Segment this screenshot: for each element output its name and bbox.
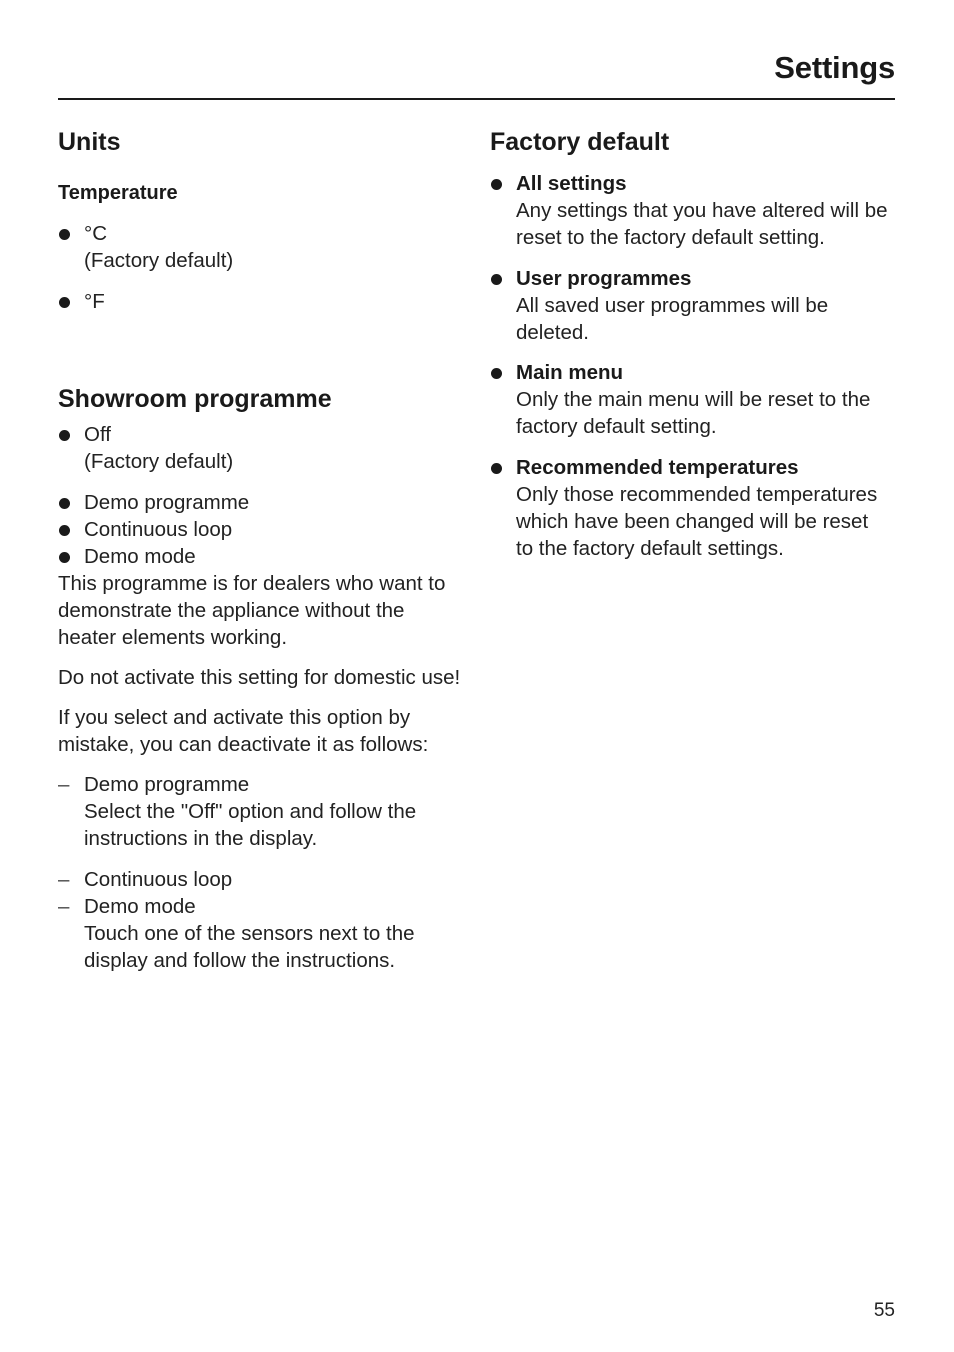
- list-item: [490, 454, 890, 562]
- showroom-description: This programme is for dealers who want to demonstrate the appliance without the heater elements working.: [58, 572, 446, 649]
- list-item: [490, 170, 890, 251]
- list-item: [58, 421, 468, 475]
- option-note: (Factory default): [84, 249, 234, 272]
- showroom-warning: Do not activate this setting for domestic use!: [58, 666, 461, 689]
- list-item: [58, 543, 468, 570]
- units-section: [58, 124, 468, 315]
- page-number: 55: [873, 1300, 895, 1321]
- factory-default-items: [490, 170, 890, 562]
- list-item: [58, 220, 468, 274]
- page-title: Settings: [774, 50, 895, 85]
- option-label: Continuous loop: [84, 518, 233, 541]
- item-description: Only those recommended temperatures which have been changed will be reset to the factory default settings.: [516, 483, 878, 560]
- right-column: [490, 124, 890, 562]
- factory-default-heading: Factory default: [490, 128, 670, 156]
- deactivation-steps: [58, 771, 468, 974]
- item-label: Main menu: [516, 361, 624, 384]
- step-description: Touch one of the sensors next to the display and follow the instructions.: [84, 922, 415, 972]
- factory-default-section: [490, 124, 890, 562]
- option-label: Demo mode: [84, 545, 196, 568]
- list-item: [58, 288, 468, 315]
- step-label: – Continuous loop: [84, 868, 233, 891]
- list-item: [58, 489, 468, 516]
- showroom-heading: Showroom programme: [58, 385, 332, 413]
- list-item: [58, 516, 468, 543]
- step-description: Select the "Off" option and follow the instructions in the display.: [84, 800, 417, 850]
- option-label: °F: [84, 290, 105, 313]
- item-description: Only the main menu will be reset to the factory default setting.: [516, 388, 871, 438]
- option-label: Off: [84, 423, 111, 446]
- list-item: [58, 771, 468, 852]
- list-item: [490, 359, 890, 440]
- list-item: [58, 893, 468, 974]
- item-description: All saved user programmes will be deleted.: [516, 294, 829, 344]
- temperature-options: [58, 220, 468, 315]
- showroom-section: [58, 381, 468, 974]
- option-note: (Factory default): [84, 450, 234, 473]
- showroom-deactivate-intro: If you select and activate this option by mistake, you can deactivate it as follows:: [58, 706, 429, 756]
- item-description: Any settings that you have altered will be reset to the factory default setting.: [516, 199, 888, 249]
- temperature-heading: Temperature: [58, 182, 178, 204]
- option-label: Demo programme: [84, 491, 250, 514]
- list-item: [58, 866, 468, 893]
- item-label: User programmes: [516, 267, 692, 290]
- list-item: [490, 265, 890, 346]
- item-label: All settings: [516, 172, 627, 195]
- step-label: – Demo programme: [84, 773, 250, 796]
- item-label: Recommended temperatures: [516, 456, 799, 479]
- step-label: – Demo mode: [84, 895, 196, 918]
- option-label: °C: [84, 222, 108, 245]
- left-column: [58, 124, 468, 974]
- units-heading: Units: [58, 128, 121, 156]
- header-divider: [58, 98, 895, 100]
- showroom-options: [58, 421, 468, 570]
